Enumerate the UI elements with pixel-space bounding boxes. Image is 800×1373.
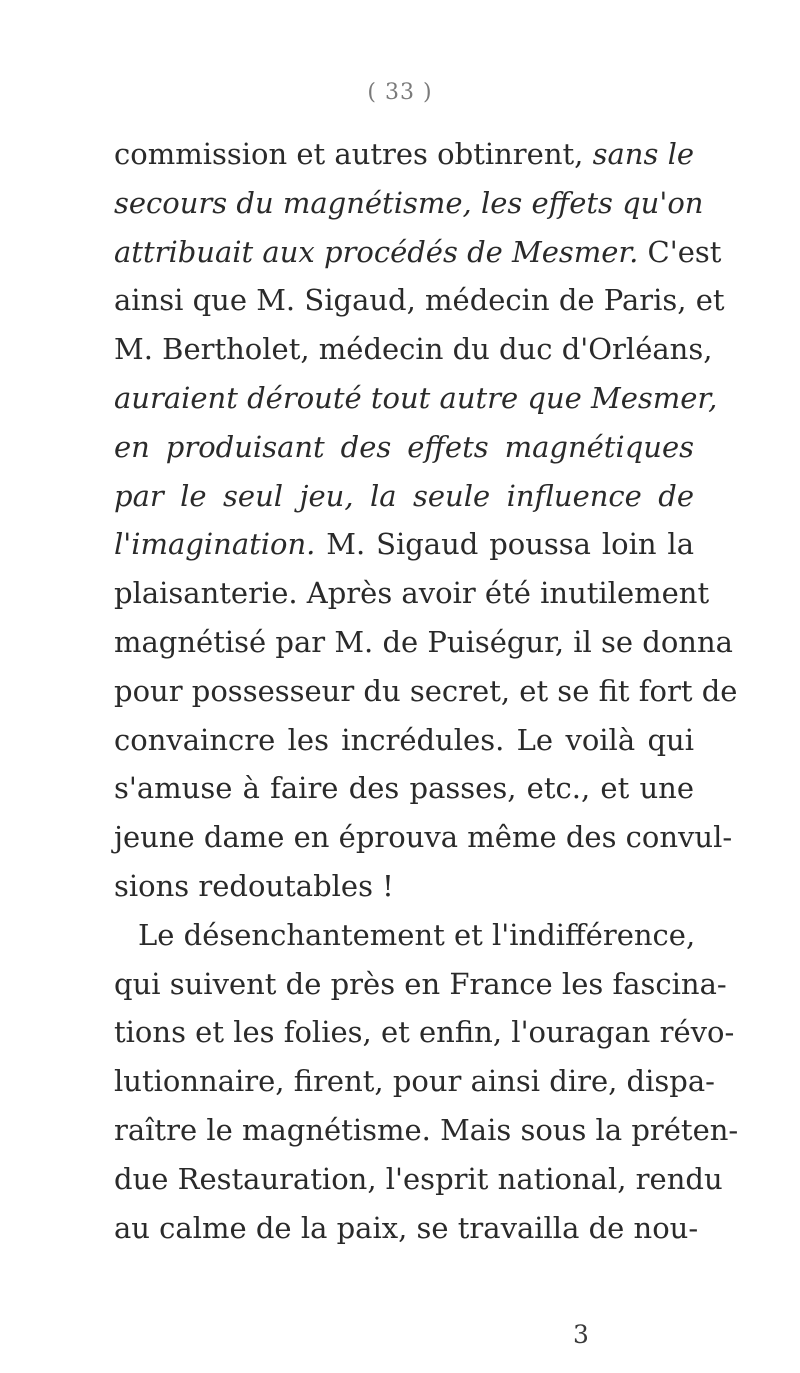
text-line	[114, 130, 694, 179]
roman-run: M. Bertholet, médecin du duc d'Orléans,	[114, 332, 713, 367]
roman-run: plaisanterie. Après avoir été inutilement	[114, 576, 710, 611]
roman-run: C'est	[638, 234, 722, 269]
text-line	[114, 276, 725, 325]
italic-run: par le seul jeu, la seule influence de	[114, 478, 694, 513]
italic-run: en produisant des effets magnétiques	[114, 429, 694, 464]
roman-run: magnétisé par M. de Puiségur, il se donna	[114, 624, 733, 659]
text-line	[114, 862, 694, 911]
text-line	[114, 618, 733, 667]
text-line	[114, 325, 713, 374]
text-line	[114, 960, 727, 1009]
roman-run: Le désenchantement et l'indifférence,	[138, 917, 696, 952]
text-line	[114, 569, 710, 618]
text-line	[114, 1106, 739, 1155]
text-line	[114, 813, 733, 862]
text-line	[114, 911, 694, 960]
roman-run: au calme de la paix, se travailla de nou-	[114, 1210, 699, 1245]
roman-run: commission et autres obtinrent,	[114, 137, 593, 171]
roman-run: pour possesseur du secret, et se fit fort de	[114, 673, 738, 708]
text-line	[114, 764, 694, 813]
italic-run: l'imagination.	[114, 527, 316, 562]
text-line	[114, 1008, 735, 1057]
text-line	[114, 228, 722, 277]
roman-run: jeune dame en éprouva même des convul-	[114, 820, 733, 855]
roman-run: s'amuse à faire des passes, etc., et une	[114, 771, 694, 806]
roman-run: sions redoutables !	[114, 868, 394, 903]
roman-run: M. Sigaud poussa loin la	[315, 527, 694, 562]
signature-mark: 3	[573, 1320, 589, 1349]
text-line	[114, 667, 738, 716]
text-line	[114, 472, 694, 521]
roman-run: raître le magnétisme. Mais sous la préten-	[114, 1112, 739, 1147]
italic-run: auraient dérouté tout autre que Mesmer,	[114, 380, 718, 415]
roman-run: ainsi que M. Sigaud, médecin de Paris, et	[114, 283, 725, 318]
text-line	[114, 1057, 715, 1106]
roman-run: tions et les folies, et enfin, l'ouragan révo-	[114, 1015, 735, 1050]
text-line	[114, 179, 704, 228]
text-line	[114, 423, 694, 472]
italic-run: sans le	[592, 137, 695, 171]
text-line	[114, 1204, 699, 1253]
text-line	[114, 716, 694, 765]
page-number: ( 33 )	[367, 80, 433, 105]
roman-run: qui suivent de près en France les fascina-	[114, 966, 727, 1001]
roman-run: due Restauration, l'esprit national, rendu	[114, 1161, 723, 1196]
roman-run: convaincre les incrédules. Le voilà qui	[114, 722, 694, 757]
text-line	[114, 1155, 723, 1204]
body-text	[114, 130, 739, 1252]
italic-run: attribuait aux procédés de Mesmer.	[114, 234, 639, 269]
italic-run: secours du magnétisme, les effets qu'on	[114, 185, 704, 220]
text-line	[114, 520, 694, 569]
roman-run: lutionnaire, firent, pour ainsi dire, dispa-	[114, 1064, 715, 1099]
text-line	[114, 374, 718, 423]
